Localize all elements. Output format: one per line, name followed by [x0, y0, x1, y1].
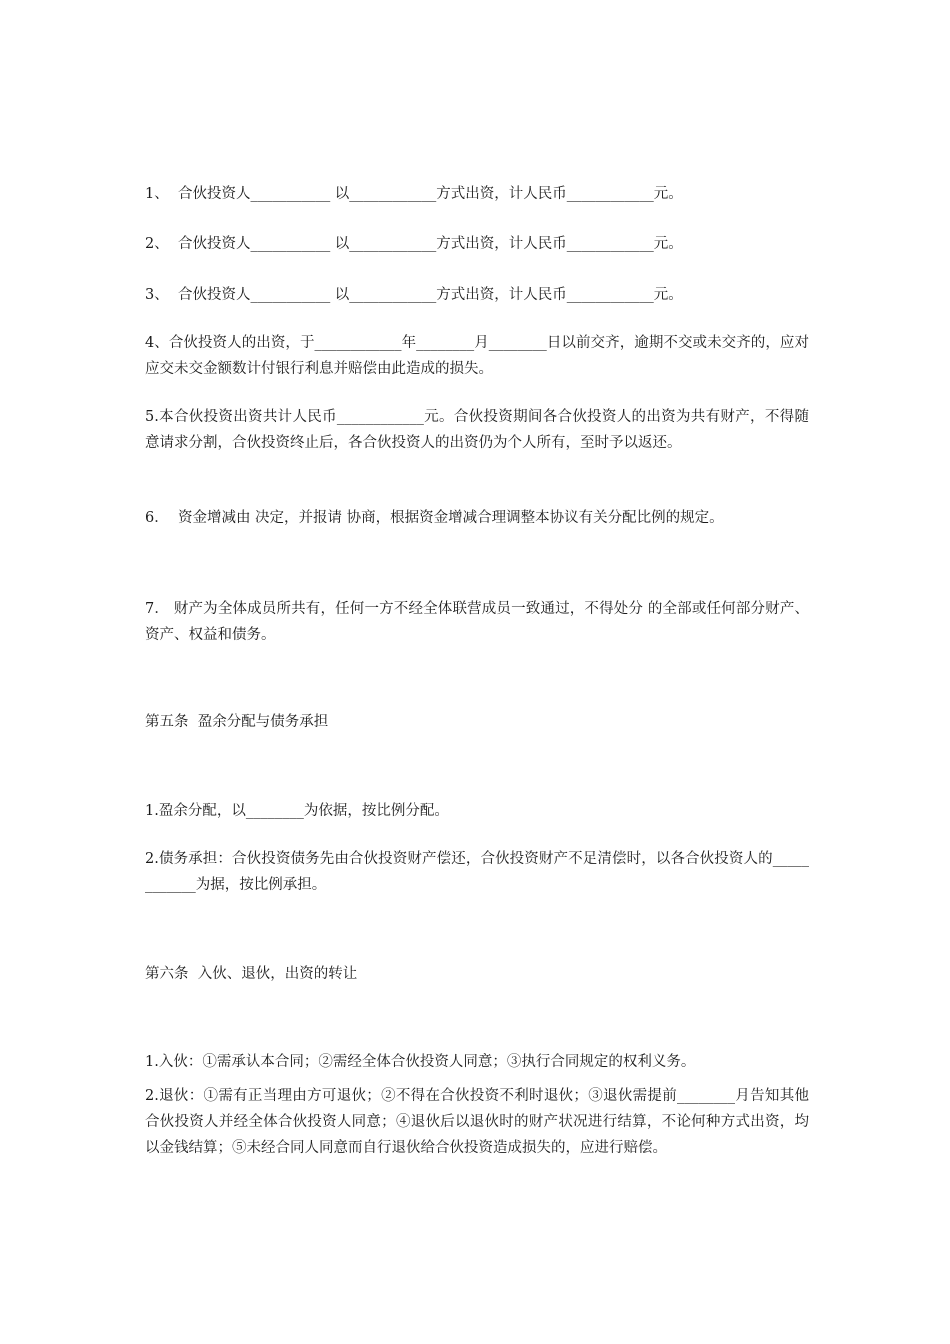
clause-6: 6． 资金增减由 决定，并报请 协商，根据资金增减合理调整本协议有关分配比例的规定。 — [145, 510, 724, 526]
section-6-heading: 第六条 入伙、退伙，出资的转让 — [145, 966, 358, 982]
section-5-heading: 第五条 盈余分配与债务承担 — [145, 714, 329, 730]
clause-3: 3、 合伙投资人___________ 以____________方式出资，计人民币____________元。 — [145, 287, 683, 303]
section-5-item-1: 1.盈余分配，以________为依据，按比例分配。 — [145, 803, 449, 819]
clause-5: 5.本合伙投资出资共计人民币____________元。合伙投资期间各合伙投资人的出资为共有财产，不得随意请求分割，合伙投资终止后，各合伙投资人的出资仍为个人所有，至时予以返还。 — [145, 409, 809, 451]
clause-2: 2、 合伙投资人___________ 以____________方式出资，计人民币____________元。 — [145, 236, 683, 252]
section-5-item-2: 2.债务承担：合伙投资债务先由合伙投资财产偿还，合伙投资财产不足清偿时，以各合伙投资人的____________为据，按比例承担。 — [145, 851, 809, 893]
section-6-item-1: 1.入伙：①需承认本合同；②需经全体合伙投资人同意；③执行合同规定的权利义务。 — [145, 1054, 696, 1070]
clause-7: 7． 财产为全体成员所共有，任何一方不经全体联营成员一致通过，不得处分 的全部或任何部分财产、资产、权益和债务。 — [145, 601, 809, 643]
clause-4: 4、合伙投资人的出资，于____________年________月________日以前交齐，逾期不交或未交齐的，应对应交未交金额数计付银行利息并赔偿由此造成的损失。 — [145, 335, 809, 377]
clause-1: 1、 合伙投资人___________ 以____________方式出资，计人民币____________元。 — [145, 186, 683, 202]
section-6-item-2: 2.退伙：①需有正当理由方可退伙；②不得在合伙投资不利时退伙；③退伙需提前________月告知其他合伙投资人并经全体合伙投资人同意；④退伙后以退伙时的财产状况进行结算，不论何种方式出资，均以金钱结算；⑤未经合同人同意而自行退伙给合伙投资造成损失的，应进行赔偿。 — [145, 1088, 809, 1156]
